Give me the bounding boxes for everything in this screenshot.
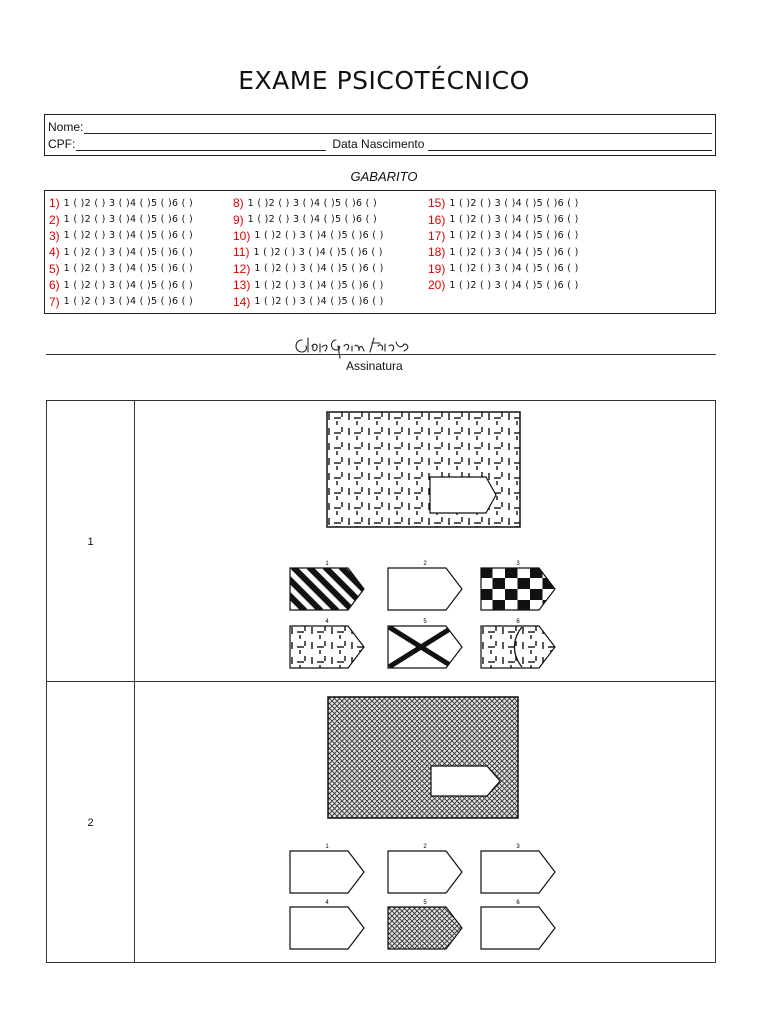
answer-key-item[interactable] xyxy=(428,261,579,277)
question-number-cell xyxy=(47,682,135,963)
option-label: 6 xyxy=(516,900,520,906)
answer-key-options[interactable]: 1 ( )2 ( ) 3 ( )4 ( )5 ( )6 ( ) xyxy=(449,279,579,291)
answer-key-options[interactable]: 1 ( )2 ( ) 3 ( )4 ( )5 ( )6 ( ) xyxy=(63,230,193,242)
identification-box xyxy=(44,114,716,156)
answer-option-6[interactable] xyxy=(480,898,560,952)
answer-key-title: GABARITO xyxy=(350,169,418,184)
signature-line xyxy=(46,354,716,355)
answer-key-number: 15) xyxy=(428,196,446,211)
answer-key-options[interactable]: 1 ( )2 ( ) 3 ( )4 ( )5 ( )6 ( ) xyxy=(449,230,579,242)
answer-key-number: 14) xyxy=(233,294,251,309)
answer-option-2[interactable] xyxy=(387,842,467,896)
answer-key-options[interactable]: 1 ( )2 ( ) 3 ( )4 ( )5 ( )6 ( ) xyxy=(253,246,383,258)
question-row-1 xyxy=(47,401,715,682)
option-label: 5 xyxy=(423,900,427,906)
option-label: 4 xyxy=(325,619,329,625)
answer-key-options[interactable]: 1 ( )2 ( ) 3 ( )4 ( )5 ( )6 ( ) xyxy=(449,246,579,258)
answer-key-options[interactable]: 1 ( )2 ( ) 3 ( )4 ( )5 ( )6 ( ) xyxy=(254,230,384,242)
option-label: 3 xyxy=(516,844,520,850)
answer-key-item[interactable] xyxy=(428,228,579,244)
answer-key-number: 3) xyxy=(49,228,60,243)
answer-key-options[interactable]: 1 ( )2 ( ) 3 ( )4 ( )5 ( )6 ( ) xyxy=(247,197,377,209)
answer-key-item[interactable] xyxy=(428,195,579,211)
answer-key-item[interactable] xyxy=(49,195,193,211)
answer-key-number: 4) xyxy=(49,245,60,260)
answer-key-options[interactable]: 1 ( )2 ( ) 3 ( )4 ( )5 ( )6 ( ) xyxy=(63,279,193,291)
birth-date-field[interactable] xyxy=(428,139,712,151)
answer-key-number: 17) xyxy=(428,228,446,243)
answer-key-item[interactable] xyxy=(49,293,193,309)
answer-key-options[interactable]: 1 ( )2 ( ) 3 ( )4 ( )5 ( )6 ( ) xyxy=(63,214,193,226)
question-row-2 xyxy=(47,682,715,963)
answer-key-number: 5) xyxy=(49,261,60,276)
answer-option-1[interactable] xyxy=(289,559,369,613)
answer-key-item[interactable] xyxy=(49,277,193,293)
answer-key-number: 2) xyxy=(49,212,60,227)
answer-key-number: 13) xyxy=(233,278,251,293)
question-number: 2 xyxy=(87,816,94,829)
birth-date-label: Data Nascimento xyxy=(332,137,425,151)
answer-key-number: 20) xyxy=(428,278,446,293)
answer-option-5[interactable] xyxy=(387,617,467,671)
answer-key-number: 1) xyxy=(49,196,60,211)
answer-key-number: 9) xyxy=(233,212,244,227)
answer-option-1[interactable] xyxy=(289,842,369,896)
answer-key-number: 8) xyxy=(233,196,244,211)
answer-option-6[interactable] xyxy=(480,617,560,671)
answer-key-number: 12) xyxy=(233,261,251,276)
questions-table xyxy=(46,400,716,963)
name-field[interactable] xyxy=(84,122,712,134)
answer-key-options[interactable]: 1 ( )2 ( ) 3 ( )4 ( )5 ( )6 ( ) xyxy=(449,214,579,226)
option-label: 2 xyxy=(423,844,427,850)
answer-key-item[interactable] xyxy=(233,261,384,277)
answer-key-column-3 xyxy=(428,195,579,293)
answer-key-options[interactable]: 1 ( )2 ( ) 3 ( )4 ( )5 ( )6 ( ) xyxy=(63,263,193,275)
answer-key-item[interactable] xyxy=(233,211,384,227)
answer-option-4[interactable] xyxy=(289,898,369,952)
answer-option-4[interactable] xyxy=(289,617,369,671)
cpf-row xyxy=(48,135,712,151)
answer-key-item[interactable] xyxy=(233,195,384,211)
answer-option-3[interactable] xyxy=(480,559,560,613)
option-label: 1 xyxy=(325,561,329,567)
option-label: 2 xyxy=(423,561,427,567)
signature-label: Assinatura xyxy=(346,359,403,373)
answer-key-number: 11) xyxy=(233,245,250,260)
answer-key-item[interactable] xyxy=(428,277,579,293)
answer-key-item[interactable] xyxy=(49,211,193,227)
answer-key-number: 7) xyxy=(49,294,60,309)
answer-key-column-2 xyxy=(233,195,384,310)
answer-key-box xyxy=(44,190,716,314)
answer-key-item[interactable] xyxy=(428,244,579,260)
answer-key-item[interactable] xyxy=(49,244,193,260)
option-label: 3 xyxy=(516,561,520,567)
question-2-main-figure xyxy=(327,696,520,820)
question-1-main-figure xyxy=(326,411,522,529)
answer-key-options[interactable]: 1 ( )2 ( ) 3 ( )4 ( )5 ( )6 ( ) xyxy=(449,197,579,209)
answer-key-item[interactable] xyxy=(49,261,193,277)
answer-key-item[interactable] xyxy=(233,293,384,309)
answer-key-options[interactable]: 1 ( )2 ( ) 3 ( )4 ( )5 ( )6 ( ) xyxy=(254,279,384,291)
option-label: 5 xyxy=(423,619,427,625)
answer-key-item[interactable] xyxy=(428,211,579,227)
cpf-field[interactable] xyxy=(76,139,326,151)
answer-key-options[interactable]: 1 ( )2 ( ) 3 ( )4 ( )5 ( )6 ( ) xyxy=(247,214,377,226)
answer-key-item[interactable] xyxy=(233,244,384,260)
answer-option-5[interactable] xyxy=(387,898,467,952)
answer-key-options[interactable]: 1 ( )2 ( ) 3 ( )4 ( )5 ( )6 ( ) xyxy=(63,246,193,258)
answer-key-options[interactable]: 1 ( )2 ( ) 3 ( )4 ( )5 ( )6 ( ) xyxy=(254,296,384,308)
name-label: Nome: xyxy=(48,120,84,134)
answer-key-options[interactable]: 1 ( )2 ( ) 3 ( )4 ( )5 ( )6 ( ) xyxy=(63,197,193,209)
page-title: EXAME PSICOTÉCNICO xyxy=(238,66,530,95)
answer-key-item[interactable] xyxy=(233,228,384,244)
answer-key-options[interactable]: 1 ( )2 ( ) 3 ( )4 ( )5 ( )6 ( ) xyxy=(63,296,193,308)
answer-key-number: 18) xyxy=(428,245,446,260)
answer-key-number: 19) xyxy=(428,261,446,276)
cpf-label: CPF: xyxy=(48,137,76,151)
answer-key-number: 16) xyxy=(428,212,446,227)
answer-key-number: 6) xyxy=(49,278,60,293)
answer-option-2[interactable] xyxy=(387,559,467,613)
answer-key-options[interactable]: 1 ( )2 ( ) 3 ( )4 ( )5 ( )6 ( ) xyxy=(254,263,384,275)
answer-option-3[interactable] xyxy=(480,842,560,896)
answer-key-item[interactable] xyxy=(49,228,193,244)
question-number: 1 xyxy=(87,535,94,548)
question-number-cell xyxy=(47,401,135,682)
option-label: 4 xyxy=(325,900,329,906)
name-row xyxy=(48,118,712,134)
answer-key-column-1 xyxy=(49,195,193,310)
answer-key-item[interactable] xyxy=(233,277,384,293)
option-label: 1 xyxy=(325,844,329,850)
option-label: 6 xyxy=(516,619,520,625)
answer-key-number: 10) xyxy=(233,228,251,243)
answer-key-options[interactable]: 1 ( )2 ( ) 3 ( )4 ( )5 ( )6 ( ) xyxy=(449,263,579,275)
